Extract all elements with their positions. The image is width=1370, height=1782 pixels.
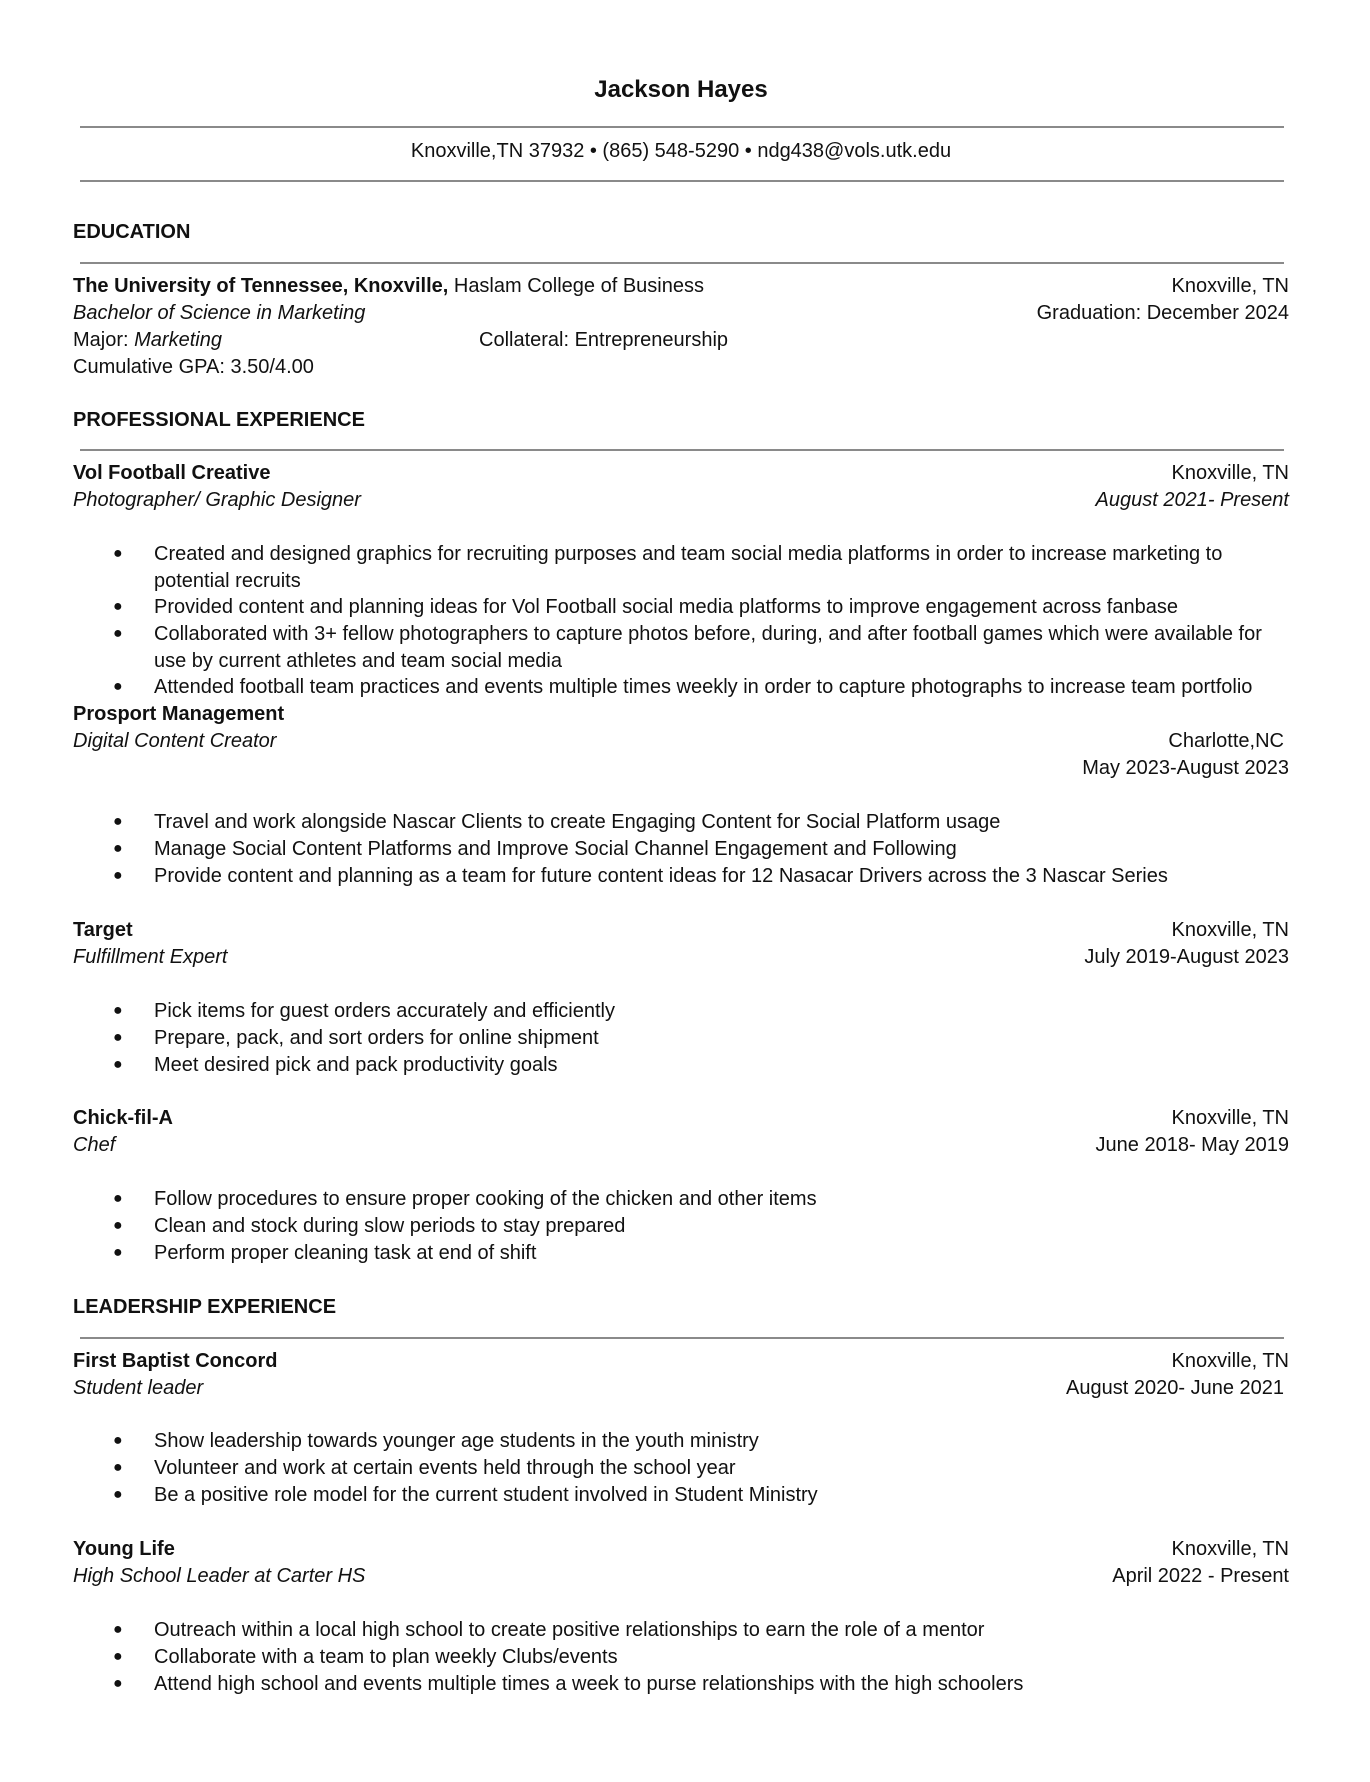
job-bullet: Meet desired pick and pack productivity goals: [154, 1054, 558, 1076]
leadership-bullet: Show leadership towards younger age students in the youth ministry: [154, 1430, 759, 1452]
leadership-heading: LEADERSHIP EXPERIENCE: [73, 1296, 337, 1318]
job-bullet: Manage Social Content Platforms and Improve Social Channel Engagement and Following: [154, 838, 957, 860]
leadership-bullet: Volunteer and work at certain events held through the school year: [154, 1457, 736, 1479]
leadership-bullet: Be a positive role model for the current student involved in Student Ministry: [154, 1484, 818, 1506]
bullet-dot: ●: [113, 867, 123, 884]
degree: Bachelor of Science in Marketing: [73, 302, 366, 324]
college-name: Haslam College of Business: [448, 275, 704, 297]
bullet-dot: ●: [113, 1621, 123, 1638]
education-school-line: [73, 273, 704, 300]
bullet-dot: ●: [113, 545, 123, 562]
bullet-dot: ●: [113, 1190, 123, 1207]
leadership-bullet: Attend high school and events multiple times a week to purse relationships with the high schoolers: [154, 1673, 1024, 1695]
job-location: Charlotte,NC: [1168, 730, 1284, 752]
bullet-dot: ●: [113, 1056, 123, 1073]
job-bullet: Provided content and planning ideas for Vol Football social media platforms to improve engagement across fanbase: [154, 596, 1178, 618]
header-top-divider: [80, 126, 1284, 128]
bullet-dot: ●: [113, 840, 123, 857]
school-name: The University of Tennessee, Knoxville,: [73, 275, 449, 297]
job-bullet: Follow procedures to ensure proper cooking of the chicken and other items: [154, 1188, 817, 1210]
job-dates: June 2018- May 2019: [1095, 1134, 1289, 1156]
major-value: Marketing: [134, 329, 222, 351]
job-bullet: Collaborated with 3+ fellow photographers to capture photos before, during, and after football games which were available for use by current athletes and team social media: [154, 623, 1262, 672]
job-org: Prosport Management: [73, 703, 285, 725]
leadership-location: Knoxville, TN: [1171, 1350, 1289, 1372]
graduation-date: Graduation: December 2024: [1036, 302, 1289, 324]
job-org: Target: [73, 919, 133, 941]
job-bullet: Provide content and planning as a team for future content ideas for 12 Nasacar Drivers across the 3 Nascar Series: [154, 865, 1168, 887]
job-org: Vol Football Creative: [73, 462, 271, 484]
leadership-bullet: Collaborate with a team to plan weekly Clubs/events: [154, 1646, 618, 1668]
leadership-divider: [80, 1337, 1284, 1339]
gpa: Cumulative GPA: 3.50/4.00: [73, 356, 314, 378]
job-location: Knoxville, TN: [1171, 919, 1289, 941]
bullet-dot: ●: [113, 1486, 123, 1503]
job-role: Photographer/ Graphic Designer: [73, 489, 361, 511]
job-role: Chef: [73, 1134, 116, 1156]
bullet-dot: ●: [113, 1648, 123, 1665]
bullet-dot: ●: [113, 1459, 123, 1476]
leadership-location: Knoxville, TN: [1171, 1538, 1289, 1560]
leadership-dates: August 2020- June 2021: [1066, 1377, 1284, 1399]
job-bullet: Prepare, pack, and sort orders for online shipment: [154, 1027, 599, 1049]
job-dates: May 2023-August 2023: [1082, 757, 1289, 779]
job-dates: July 2019-August 2023: [1084, 946, 1289, 968]
collateral: Collateral: Entrepreneurship: [479, 329, 729, 351]
education-location: Knoxville, TN: [1171, 275, 1289, 297]
leadership-org: Young Life: [73, 1538, 175, 1560]
job-org: Chick-fil-A: [73, 1107, 173, 1129]
job-role: Fulfillment Expert: [73, 946, 228, 968]
contact-line: Knoxville,TN 37932 • (865) 548-5290 • ndg438@vols.utk.edu: [410, 140, 952, 162]
job-location: Knoxville, TN: [1171, 1107, 1289, 1129]
education-heading: EDUCATION: [73, 221, 191, 243]
leadership-org: First Baptist Concord: [73, 1350, 278, 1372]
bullet-dot: ●: [113, 1675, 123, 1692]
bullet-dot: ●: [113, 1432, 123, 1449]
leadership-bullet: Outreach within a local high school to create positive relationships to earn the role of a mentor: [154, 1619, 985, 1641]
education-divider: [80, 262, 1284, 264]
job-bullet: Pick items for guest orders accurately and efficiently: [154, 1000, 615, 1022]
major-label: Major:: [73, 329, 135, 351]
job-bullet: Attended football team practices and events multiple times weekly in order to capture photographs to increase team portfolio: [154, 676, 1253, 698]
professional-heading: PROFESSIONAL EXPERIENCE: [73, 409, 365, 431]
bullet-dot: ●: [113, 1217, 123, 1234]
bullet-dot: ●: [113, 1002, 123, 1019]
job-bullet: Travel and work alongside Nascar Clients to create Engaging Content for Social Platform usage: [154, 811, 1001, 833]
leadership-role: Student leader: [73, 1377, 204, 1399]
job-bullet: Perform proper cleaning task at end of shift: [154, 1242, 537, 1264]
major-line: [73, 327, 222, 354]
leadership-role: High School Leader at Carter HS: [73, 1565, 366, 1587]
job-bullet: Clean and stock during slow periods to stay prepared: [154, 1215, 626, 1237]
bullet-dot: ●: [113, 678, 123, 695]
professional-divider: [80, 449, 1284, 451]
bullet-dot: ●: [113, 1244, 123, 1261]
bullet-dot: ●: [113, 813, 123, 830]
job-bullet: Created and designed graphics for recruiting purposes and team social media platforms in order to increase marketing to potential recruits: [154, 543, 1223, 592]
bullet-dot: ●: [113, 625, 123, 642]
leadership-dates: April 2022 - Present: [1112, 1565, 1289, 1587]
header-bottom-divider: [80, 180, 1284, 182]
job-role: Digital Content Creator: [73, 730, 277, 752]
bullet-dot: ●: [113, 1029, 123, 1046]
bullet-dot: ●: [113, 598, 123, 615]
job-dates: August 2021- Present: [1095, 489, 1289, 511]
candidate-name: Jackson Hayes: [594, 76, 768, 103]
job-location: Knoxville, TN: [1171, 462, 1289, 484]
